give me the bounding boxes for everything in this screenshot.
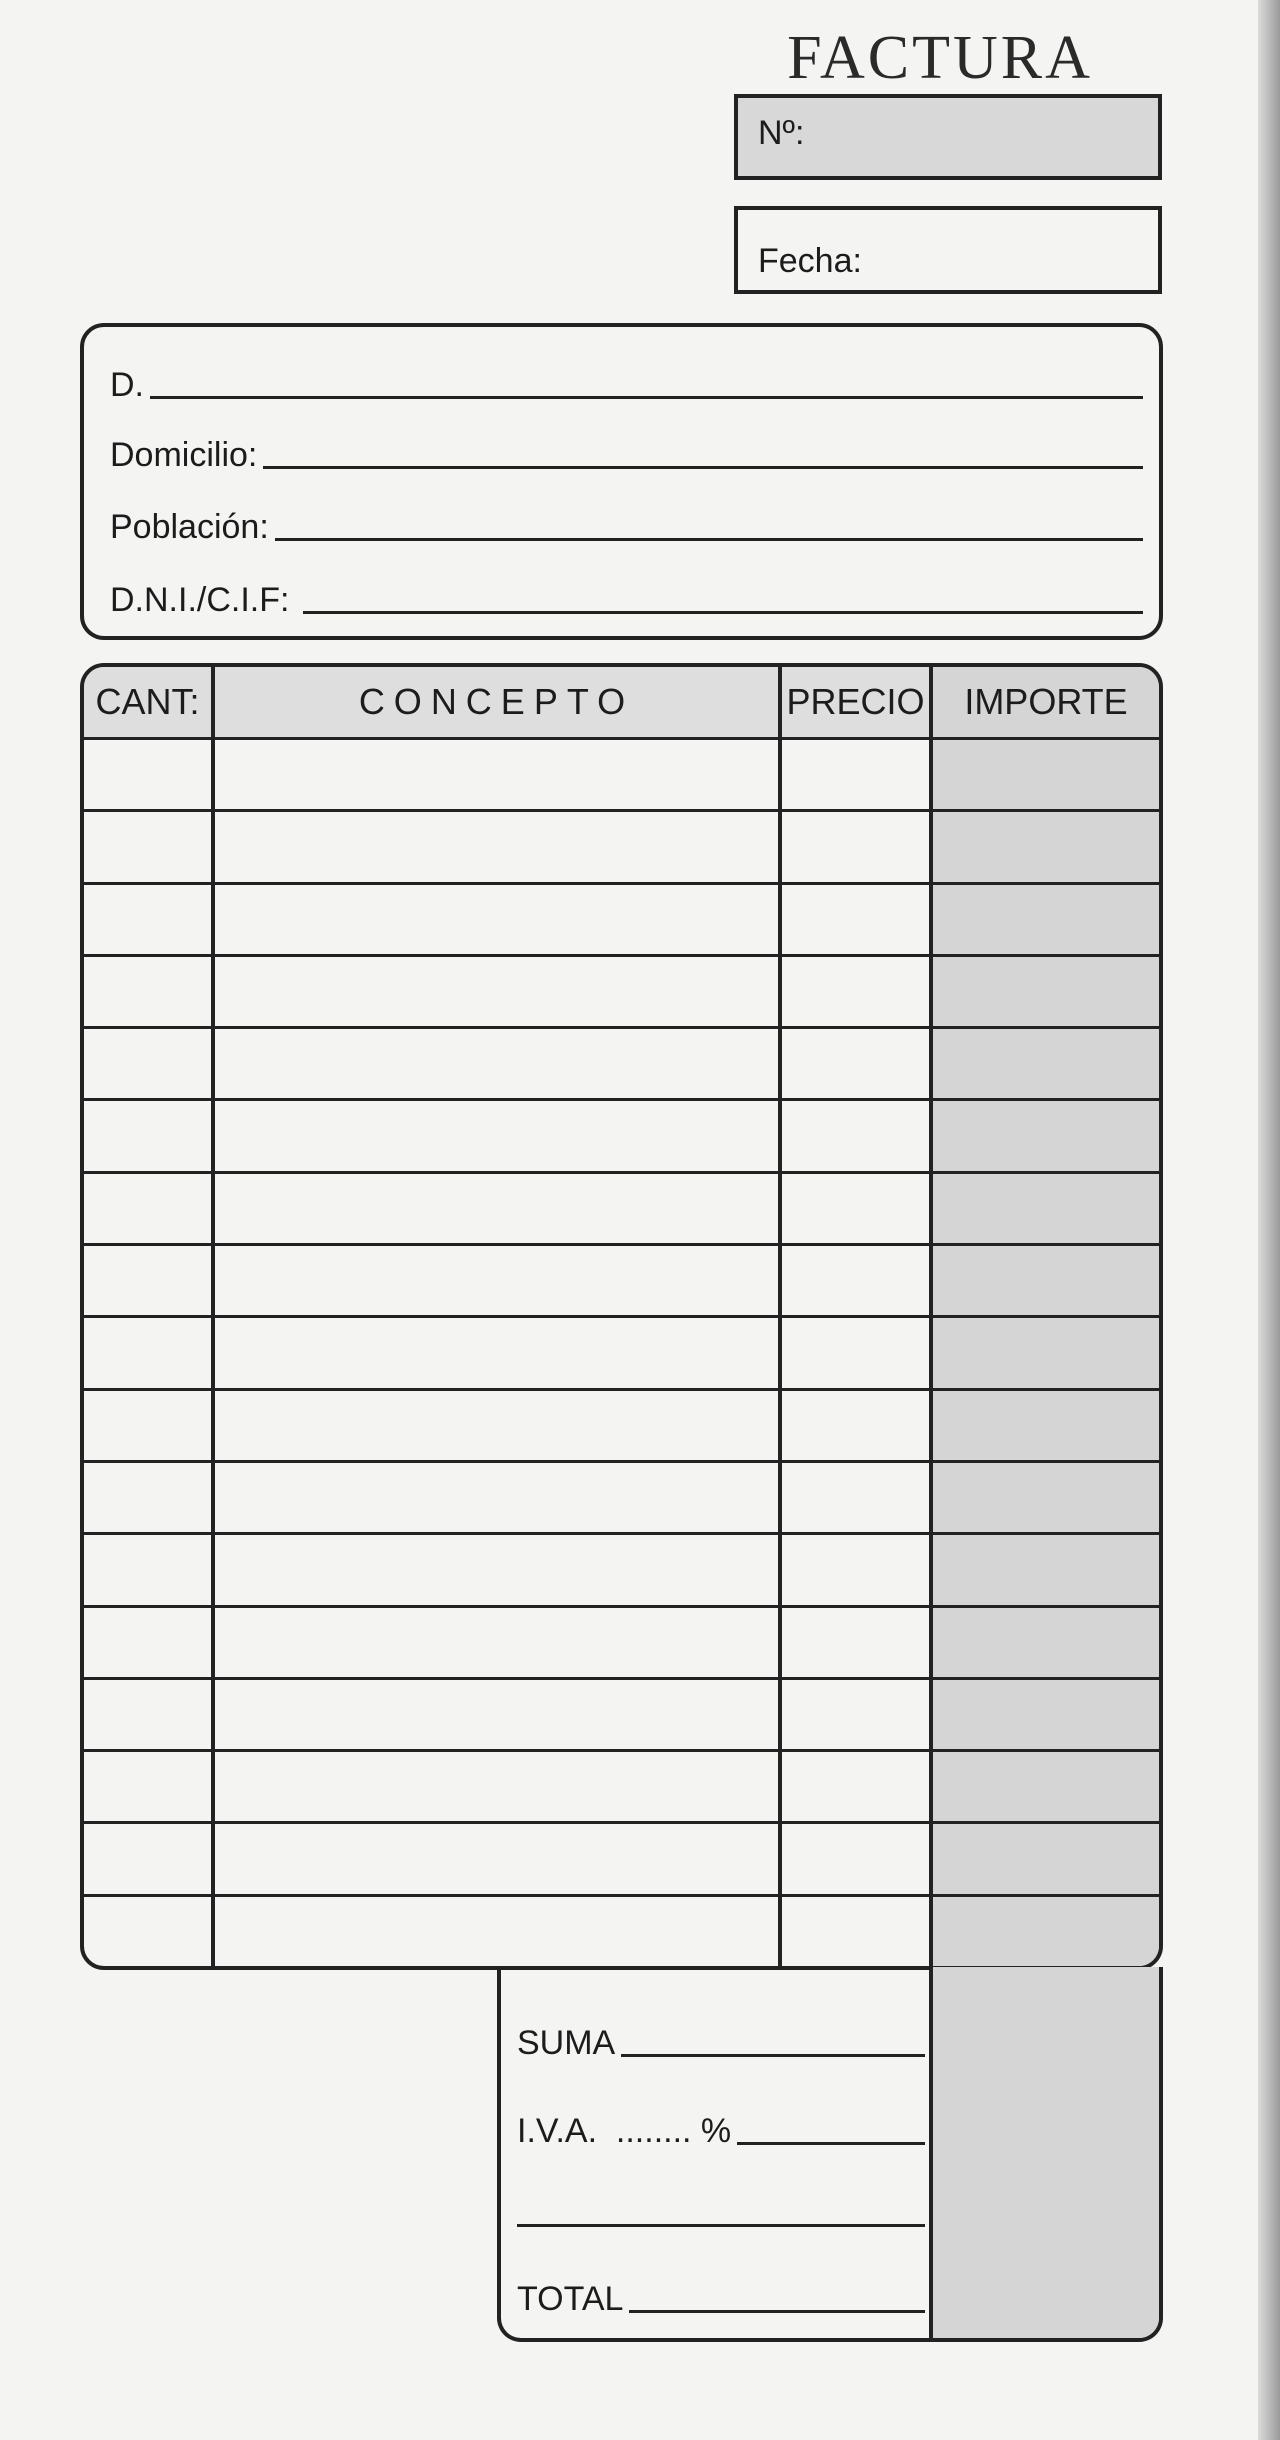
table-row[interactable] bbox=[84, 737, 1159, 809]
table-row[interactable] bbox=[84, 1749, 1159, 1821]
items-table bbox=[80, 663, 1163, 1970]
row-separator bbox=[84, 1460, 1159, 1463]
row-separator bbox=[84, 1605, 1159, 1608]
client-address-label: Domicilio: bbox=[110, 436, 258, 474]
table-row[interactable] bbox=[84, 882, 1159, 954]
client-id-label: D.N.I./C.I.F: bbox=[110, 581, 290, 619]
invoice-date-field[interactable] bbox=[734, 206, 1162, 294]
sum-rule bbox=[621, 2054, 925, 2057]
row-separator bbox=[84, 1388, 1159, 1391]
blank-line[interactable] bbox=[517, 2187, 925, 2233]
total-label: TOTAL bbox=[517, 2280, 624, 2318]
table-row[interactable] bbox=[84, 1460, 1159, 1532]
client-address-line[interactable] bbox=[110, 425, 1143, 475]
row-separator bbox=[84, 1026, 1159, 1029]
invoice-date-label: Fecha: bbox=[758, 242, 862, 280]
client-city-line[interactable] bbox=[110, 497, 1143, 547]
table-row[interactable] bbox=[84, 1532, 1159, 1604]
row-separator bbox=[84, 882, 1159, 885]
client-name-rule bbox=[150, 396, 1143, 399]
table-row[interactable] bbox=[84, 1677, 1159, 1749]
client-city-label: Población: bbox=[110, 508, 269, 546]
vat-rule bbox=[737, 2142, 925, 2145]
row-separator bbox=[84, 1315, 1159, 1318]
client-id-line[interactable] bbox=[110, 570, 1143, 620]
invoice-number-label: Nº: bbox=[758, 114, 805, 152]
header-cant: CANT: bbox=[95, 681, 200, 722]
client-details-box bbox=[80, 323, 1163, 640]
row-separator bbox=[84, 1098, 1159, 1101]
table-row[interactable] bbox=[84, 954, 1159, 1026]
total-line[interactable] bbox=[517, 2273, 925, 2319]
vat-label: I.V.A. ........ % bbox=[517, 2112, 732, 2150]
blank-rule bbox=[517, 2224, 925, 2227]
table-row[interactable] bbox=[84, 1894, 1159, 1966]
table-row[interactable] bbox=[84, 1315, 1159, 1387]
header-importe: IMPORTE bbox=[964, 681, 1128, 722]
vat-line[interactable] bbox=[517, 2105, 925, 2151]
invoice-number-field[interactable] bbox=[734, 94, 1162, 180]
client-id-rule bbox=[303, 611, 1143, 614]
table-row[interactable] bbox=[84, 809, 1159, 881]
sum-label: SUMA bbox=[517, 2024, 616, 2062]
row-separator bbox=[84, 1821, 1159, 1824]
total-rule bbox=[629, 2310, 925, 2313]
table-row[interactable] bbox=[84, 1605, 1159, 1677]
client-name-line[interactable] bbox=[110, 355, 1143, 405]
invoice-title: FACTURA bbox=[787, 24, 1093, 92]
page-edge-shadow bbox=[1258, 0, 1280, 2440]
table-row[interactable] bbox=[84, 1098, 1159, 1170]
table-row[interactable] bbox=[84, 1821, 1159, 1893]
table-row[interactable] bbox=[84, 1026, 1159, 1098]
row-separator bbox=[84, 1171, 1159, 1174]
header-precio: PRECIO bbox=[786, 681, 925, 722]
table-row[interactable] bbox=[84, 1243, 1159, 1315]
row-separator bbox=[84, 1677, 1159, 1680]
totals-box bbox=[497, 1967, 1163, 2342]
row-separator bbox=[84, 1749, 1159, 1752]
table-row[interactable] bbox=[84, 1388, 1159, 1460]
totals-amount-column[interactable] bbox=[929, 1967, 1159, 2338]
row-separator bbox=[84, 954, 1159, 957]
row-separator bbox=[84, 809, 1159, 812]
client-city-rule bbox=[275, 538, 1143, 541]
client-address-rule bbox=[263, 466, 1143, 469]
row-separator bbox=[84, 1894, 1159, 1897]
sum-line[interactable] bbox=[517, 2017, 925, 2063]
row-separator bbox=[84, 1532, 1159, 1535]
header-concepto: CONCEPTO bbox=[358, 681, 635, 722]
table-row[interactable] bbox=[84, 1171, 1159, 1243]
row-separator bbox=[84, 1243, 1159, 1246]
client-name-label: D. bbox=[110, 366, 144, 404]
